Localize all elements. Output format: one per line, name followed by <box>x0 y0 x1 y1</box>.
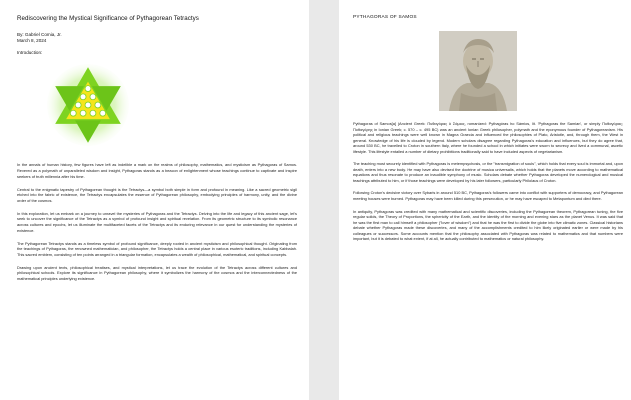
section-title: PYTHAGORAS OF SAMOS <box>353 15 417 20</box>
publish-date: March 8, 2024 <box>17 38 47 44</box>
paragraph: The teaching most securely identified with Pythagoras is metempsychosis, or the "transmigration of souls", which holds that every soul is immortal and, upon death, enters into a new body. He may have also devised the doctrine of musica universalis, which holds that the planets move according to mathematical equations and thus resonate to produce an inaudible symphony of music. Scholars debate whether Pythagoras developed the numerological and musical teachings attributed to him, or if those teachings were developed by his later followers, particularly Philolaus of Croton. <box>353 161 623 183</box>
paragraph: In this exploration, let us embark on a journey to unravel the mysteries of Pythagoras and the Tetractys. Delving into the life and legacy of this ancient sage, let's seek to uncover the significance of the Tetractys as a symbol of profound insight and spiritual revelation. From its geometric structure to its symbolic resonance across cultures and epochs, let us illuminate the multifaceted facets of the Tetractys and its enduring relevance in our quest for understanding the mysteries of existence. <box>17 210 297 233</box>
paragraph: Following Croton's decisive victory over Sybaris in around 510 BC, Pythagoras's followers came into conflict with supporters of democracy, and Pythagorean meeting houses were burned. Pythagoras may have been killed during this persecution, or he may have escaped to Metapontum and died there. <box>353 190 623 202</box>
paragraph: Drawing upon ancient texts, philosophical treatises, and mystical interpretations, let us trace the evolution of the Tetractys across different cultures and philosophical schools. Explore its significance in Pythagorean philosophy, where it symbolizes the harmony of the cosmos and the interconnectedness of the mathematical principles underlying existence. <box>17 264 297 281</box>
document-page-left <box>0 0 309 400</box>
article-title: Rediscovering the Mystical Significance of Pythagorean Tetractys <box>17 15 199 22</box>
paragraph: Pythagoras of Samos[a] (Ancient Greek: Πυθαγόρας ὁ Σάμιος, romanized: Pythagóras ho Sámios, lit. 'Pythagoras the Samian', or simply Πυθαγόρας; Πυθαγόρης in Ionian Greek; c. 570 – c. 495 BC) was an ancient Ionian Greek philosopher, polymath and the eponymous founder of Pythagoreanism. His political and religious teachings were well known in Magna Graecia and influenced the philosophies of Plato, Aristotle, and, through them, the West in general. Knowledge of his life is clouded by legend. Modern scholars disagree regarding Pythagoras's education and influences, but they do agree that, around 530 BC, he travelled to Croton in southern Italy, where he founded a school in which initiates were sworn to secrecy and lived a communal, ascetic lifestyle. This lifestyle entailed a number of dietary prohibitions traditionally said to have included aspects of vegetarianism. <box>353 121 623 154</box>
intro-label: Introduction: <box>17 50 43 56</box>
pythagoras-bust-image <box>439 31 517 111</box>
tetractys-star-image <box>47 64 129 146</box>
byline: By: Gabriel Comia, Jr. <box>17 32 62 37</box>
document-page-right <box>339 0 631 400</box>
pythagoras-bust-icon <box>439 31 517 111</box>
paragraph: The Pythagorean Tetractys stands as a timeless symbol of profound significance, deeply rooted in ancient mysticism and philosophical thought. Originating from the teachings of Pythagoras, the renowned mathematician, and philosopher, the Tetractys holds a central place in various esoteric traditions, including Kabbalah. This sacred emblem, consisting of ten points arranged in a triangular formation, encapsulates a wealth of philosophical, mathematical, and spiritual concepts. <box>17 240 297 257</box>
paragraph: In the annals of human history, few figures have left as indelible a mark on the realms of philosophy, mathematics, and mysticism as Pythagoras of Samos. Revered as a polymath of unparalleled wisdom and insight, Pythagoras stands as a beacon of enlightenment whose teachings continue to captivate and inspire seekers of truth millennia after his time. <box>17 162 297 179</box>
paragraph: Central to the enigmatic tapestry of Pythagorean thought is the Tetractys—a symbol both simple in form and profound in meaning. Like a sacred geometric sigil etched into the fabric of existence, the Tetractys encapsulates the essence of Pythagorean philosophy, embodying principles of harmony, unity, and the divine order of the cosmos. <box>17 186 297 203</box>
tetractys-star-icon <box>47 64 129 146</box>
paragraph: In antiquity, Pythagoras was credited with many mathematical and scientific discoveries, including the Pythagorean theorem, Pythagorean tuning, the five regular solids, the Theory of Proportions, the sphericity of the Earth, and the identity of the morning and evening stars as the planet Venus. It was said that he was the first man to call himself a philosopher ("lover of wisdom") and that he was the first to divide the globe into five climatic zones. Classical historians debate whether Pythagoras made these discoveries, and many of the accomplishments credited to him likely originated earlier or were made by his colleagues or successors. Some accounts mention that the philosophy associated with Pythagoras was related to mathematics and that numbers were important, but it is debated to what extent, if at all, he actually contributed to mathematics or natural philosophy. <box>353 208 623 242</box>
